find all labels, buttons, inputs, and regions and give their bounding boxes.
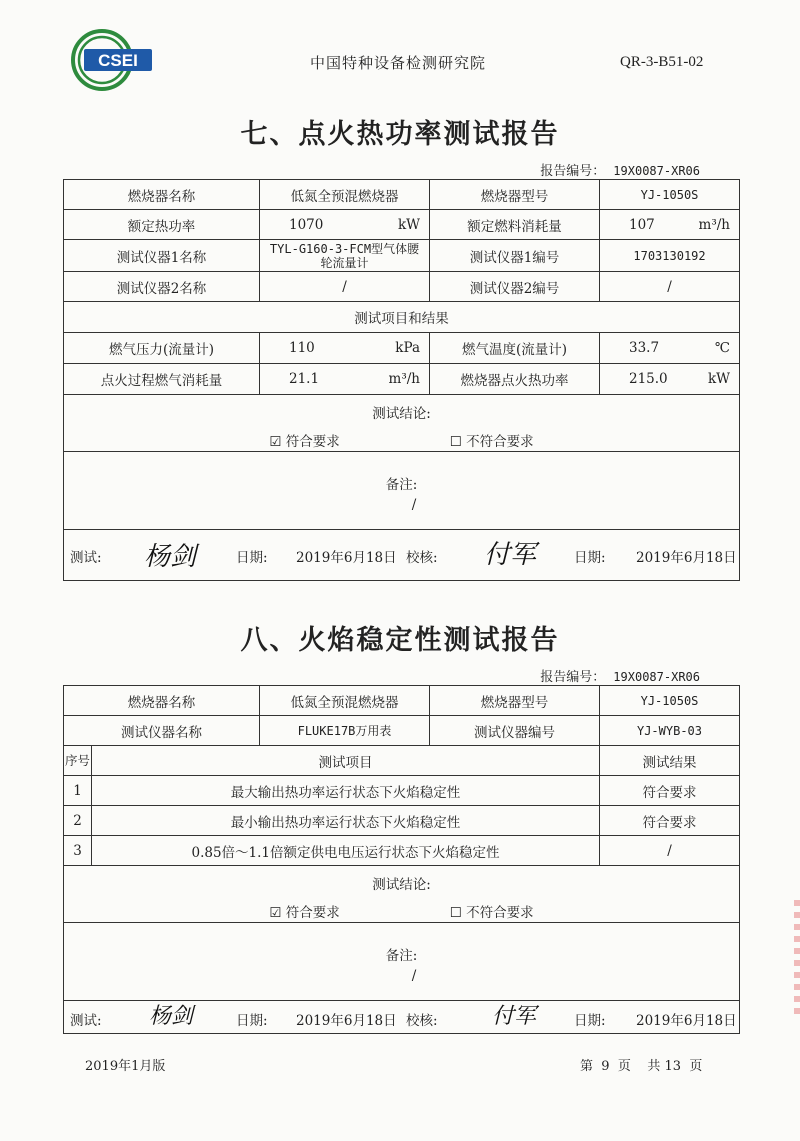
conform-checkbox[interactable]: ☑ 符合要求	[269, 433, 340, 450]
ignition-power-label: 燃烧器点火热功率	[430, 364, 600, 395]
remarks-label: 备注:	[385, 477, 418, 493]
table-row	[64, 180, 740, 210]
table-row	[64, 686, 740, 716]
table-row	[64, 302, 740, 333]
table-row	[64, 333, 740, 364]
gas-temp-cell	[600, 333, 740, 364]
burner-name-label: 燃烧器名称	[64, 686, 260, 716]
date-label: 日期:	[236, 1013, 268, 1029]
table-row	[64, 746, 740, 776]
table-row	[64, 240, 740, 272]
conclusion-label: 测试结论:	[372, 876, 431, 893]
ignition-gas-cell	[260, 364, 430, 395]
rated-power-value: 1070	[289, 216, 324, 233]
checker-signature: 付军	[492, 1004, 537, 1029]
instrument2-name-label: 测试仪器2名称	[64, 272, 260, 302]
table-row	[64, 836, 740, 866]
remarks-value: /	[411, 497, 417, 513]
rated-power-label: 额定热功率	[64, 210, 260, 240]
date-label: 日期:	[236, 550, 268, 566]
ignition-power-value: 215.0	[629, 371, 668, 387]
seq-header: 序号	[64, 746, 92, 776]
conclusion-cell	[64, 866, 740, 923]
flame-stability-table	[63, 685, 740, 1034]
instrument2-number-value: /	[600, 272, 740, 302]
item-result: /	[600, 836, 740, 866]
signature-cell	[64, 1001, 740, 1034]
burner-name-value: 低氮全预混燃烧器	[260, 180, 430, 210]
check-date: 2019年6月18日	[636, 1013, 737, 1029]
nonconform-checkbox[interactable]: ☐ 不符合要求	[449, 433, 534, 450]
section7-title: 七、点火热功率测试报告	[240, 119, 560, 150]
gas-pressure-cell	[260, 333, 430, 364]
item-description: 最大输出热功率运行状态下火焰稳定性	[92, 776, 600, 806]
item-description: 最小输出热功率运行状态下火焰稳定性	[92, 806, 600, 836]
remarks-label: 备注:	[385, 948, 418, 964]
table-row	[64, 452, 740, 530]
checker-label: 校核:	[406, 1013, 438, 1029]
instrument-number-label: 测试仪器编号	[430, 716, 600, 746]
gas-temp-unit: ℃	[714, 340, 730, 356]
item-description: 0.85倍～1.1倍额定供电电压运行状态下火焰稳定性	[92, 836, 600, 866]
section8-title: 八、火焰稳定性测试报告	[240, 625, 560, 656]
table-row	[64, 210, 740, 240]
instrument-name-label: 测试仪器名称	[64, 716, 260, 746]
ignition-gas-label: 点火过程燃气消耗量	[64, 364, 260, 395]
table-row	[64, 866, 740, 923]
burner-model-value: YJ-1050S	[600, 686, 740, 716]
item-seq: 1	[64, 776, 92, 806]
ignition-power-unit: kW	[707, 371, 730, 387]
rated-fuel-label: 额定燃料消耗量	[430, 210, 600, 240]
burner-name-label: 燃烧器名称	[64, 180, 260, 210]
rated-power-cell	[260, 210, 430, 240]
table-row	[64, 716, 740, 746]
remarks-value: /	[411, 968, 417, 984]
signature-cell	[64, 530, 740, 581]
table-row	[64, 272, 740, 302]
rated-fuel-unit: m³/h	[698, 216, 730, 233]
item-result: 符合要求	[600, 806, 740, 836]
check-date: 2019年6月18日	[636, 550, 737, 566]
item-seq: 2	[64, 806, 92, 836]
date-label: 日期:	[574, 550, 606, 566]
item-result: 符合要求	[600, 776, 740, 806]
remarks-cell	[64, 923, 740, 1001]
svg-text:CSEI: CSEI	[98, 51, 138, 70]
table-row	[64, 364, 740, 395]
ignition-gas-unit: m³/h	[388, 371, 420, 387]
item-seq: 3	[64, 836, 92, 866]
instrument1-name-value: TYL-G160-3-FCM型气体腰轮流量计	[260, 240, 430, 272]
ignition-power-cell	[600, 364, 740, 395]
table-row	[64, 1001, 740, 1034]
seal-edge-mark	[794, 900, 800, 1020]
table-row	[64, 395, 740, 452]
burner-model-label: 燃烧器型号	[430, 686, 600, 716]
tester-signature: 杨剑	[144, 542, 197, 572]
instrument2-number-label: 测试仪器2编号	[430, 272, 600, 302]
ignition-gas-value: 21.1	[289, 371, 320, 387]
checker-signature: 付军	[484, 540, 537, 570]
tester-signature: 杨剑	[149, 1004, 194, 1029]
page-number: 第 9 页 共 13 页	[580, 1059, 703, 1074]
burner-model-value: YJ-1050S	[600, 180, 740, 210]
tester-label: 测试:	[70, 1013, 102, 1029]
conclusion-cell	[64, 395, 740, 452]
table-row	[64, 806, 740, 836]
burner-name-value: 低氮全预混燃烧器	[260, 686, 430, 716]
date-label: 日期:	[574, 1013, 606, 1029]
test-date: 2019年6月18日	[296, 550, 397, 566]
nonconform-checkbox[interactable]: ☐ 不符合要求	[449, 904, 534, 921]
instrument-name-value: FLUKE17B万用表	[260, 716, 430, 746]
csei-logo	[70, 28, 154, 92]
gas-temp-label: 燃气温度(流量计)	[430, 333, 600, 364]
gas-pressure-value: 110	[289, 340, 315, 356]
section8-report-number: 报告编号： 19X0087-XR06	[540, 670, 700, 685]
instrument2-name-value: /	[260, 272, 430, 302]
conform-checkbox[interactable]: ☑ 符合要求	[269, 904, 340, 921]
gas-temp-value: 33.7	[629, 340, 660, 356]
gas-pressure-label: 燃气压力(流量计)	[64, 333, 260, 364]
ignition-power-table	[63, 179, 740, 581]
document-code: QR-3-B51-02	[620, 54, 704, 70]
remarks-cell	[64, 452, 740, 530]
section7-report-number: 报告编号： 19X0087-XR06	[540, 164, 700, 179]
instrument1-number-label: 测试仪器1编号	[430, 240, 600, 272]
instrument1-name-label: 测试仪器1名称	[64, 240, 260, 272]
result-header: 测试结果	[600, 746, 740, 776]
burner-model-label: 燃烧器型号	[430, 180, 600, 210]
tester-label: 测试:	[70, 550, 102, 566]
item-header: 测试项目	[92, 746, 600, 776]
instrument1-number-value: 1703130192	[600, 240, 740, 272]
rated-fuel-value: 107	[629, 216, 655, 233]
checker-label: 校核:	[406, 550, 438, 566]
gas-pressure-unit: kPa	[395, 340, 420, 356]
table-row	[64, 923, 740, 1001]
rated-fuel-cell	[600, 210, 740, 240]
conclusion-label: 测试结论:	[372, 405, 431, 422]
instrument-number-value: YJ-WYB-03	[600, 716, 740, 746]
table-row	[64, 530, 740, 581]
items-results-header: 测试项目和结果	[64, 302, 740, 333]
organization-name: 中国特种设备检测研究院	[310, 54, 487, 72]
form-version: 2019年1月版	[85, 1059, 166, 1074]
rated-power-unit: kW	[397, 216, 420, 233]
table-row	[64, 776, 740, 806]
test-date: 2019年6月18日	[296, 1013, 397, 1029]
